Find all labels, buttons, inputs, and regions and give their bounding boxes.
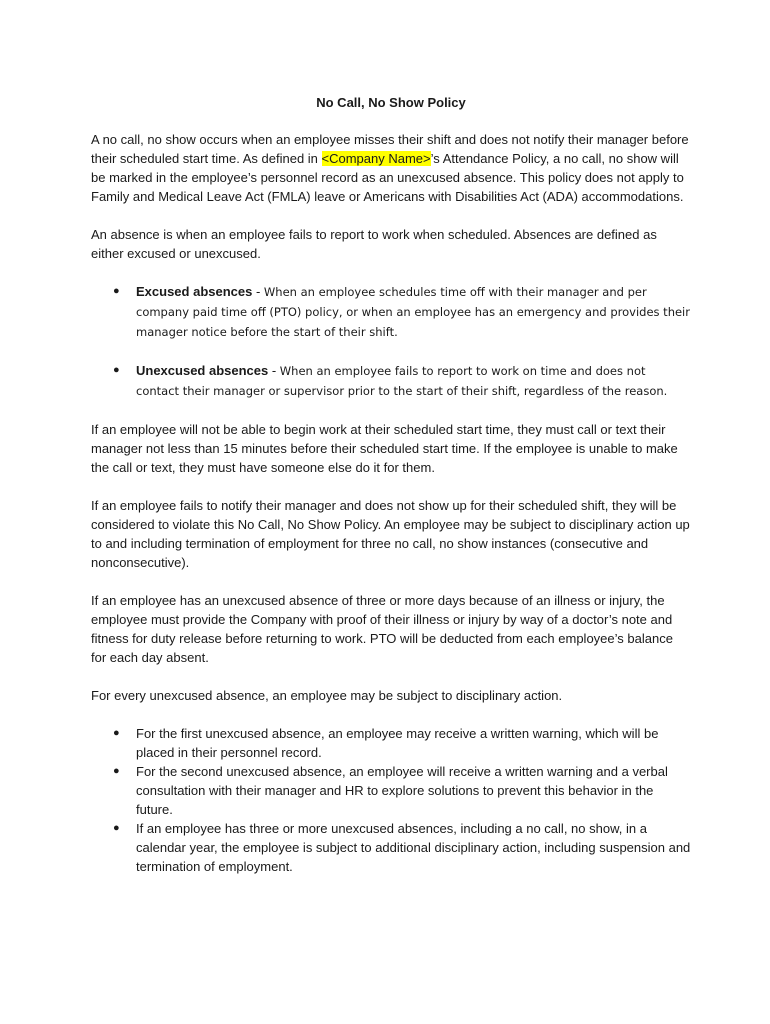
company-name-placeholder: <Company Name> <box>321 151 431 166</box>
list-item <box>91 819 691 876</box>
bullet-icon: ● <box>113 364 120 376</box>
intro-text-after: ’s Attendance Policy, a no call, no show will be marked in the employee’s personnel record as an unexcused absence. This policy does not apply to Family and Medical Leave Act (FMLA) leave or Americans with Disabilities Act (ADA) accommodations. <box>91 151 684 204</box>
bullet-icon: ● <box>113 822 120 834</box>
document-body <box>91 93 691 895</box>
term-unexcused: Unexcused absences <box>136 363 269 378</box>
list-item <box>91 724 691 762</box>
intro-text-before: A no call, no show occurs when an employee misses their shift and does not notify their manager before their scheduled start time. As defined in <box>91 132 689 166</box>
disciplinary-steps-list <box>91 724 691 876</box>
list-item <box>91 762 691 819</box>
term-separator: - <box>268 363 280 378</box>
absence-definition-paragraph: An absence is when an employee fails to report to work when scheduled. Absences are defined as either excused or unexcused. <box>91 227 657 261</box>
bullet-icon: ● <box>113 285 120 297</box>
disciplinary-intro-paragraph: For every unexcused absence, an employee may be subject to disciplinary action. <box>91 688 563 703</box>
notification-paragraph: If an employee will not be able to begin work at their scheduled start time, they must call or text their manager not less than 15 minutes before their scheduled start time. If the employee is unable to make the call or text, they must have someone else do it for them. <box>91 422 678 475</box>
list-item-excused <box>91 282 691 342</box>
step-three-or-more: If an employee has three or more unexcused absences, including a no call, no show, in a calendar year, the employee is subject to additional disciplinary action, including suspension and termination of employment. <box>136 821 691 874</box>
term-separator: - <box>252 284 264 299</box>
list-item-unexcused <box>91 361 691 401</box>
illness-paragraph: If an employee has an unexcused absence of three or more days because of an illness or injury, the employee must provide the Company with proof of their illness or injury by way of a doctor’s note and fitness for duty release before returning to work. PTO will be deducted from each employee’s balance for each day absent. <box>91 593 673 665</box>
bullet-icon: ● <box>113 727 120 739</box>
intro-paragraph <box>91 130 691 206</box>
absence-types-list <box>91 282 691 401</box>
definition-unexcused: When an employee fails to report to work on time and does not contact their manager or supervisor prior to the start of their shift, regardless of the reason. <box>136 364 668 398</box>
term-excused: Excused absences <box>136 284 253 299</box>
definition-excused: When an employee schedules time off with their manager and per company paid time off (PTO) policy, or when an employee has an emergency and provides their manager notice before the start of their shift. <box>136 285 690 339</box>
page-title: No Call, No Show Policy <box>316 95 466 110</box>
bullet-icon: ● <box>113 765 120 777</box>
step-first-absence: For the first unexcused absence, an employee may receive a written warning, which will be placed in their personnel record. <box>136 726 659 760</box>
step-second-absence: For the second unexcused absence, an employee will receive a written warning and a verbal consultation with their manager and HR to explore solutions to prevent this behavior in the future. <box>136 764 668 817</box>
violation-paragraph: If an employee fails to notify their manager and does not show up for their scheduled shift, they will be considered to violate this No Call, No Show Policy. An employee may be subject to disciplinary action up to and including termination of employment for three no call, no show instances (consecutive and nonconsecutive). <box>91 498 690 570</box>
